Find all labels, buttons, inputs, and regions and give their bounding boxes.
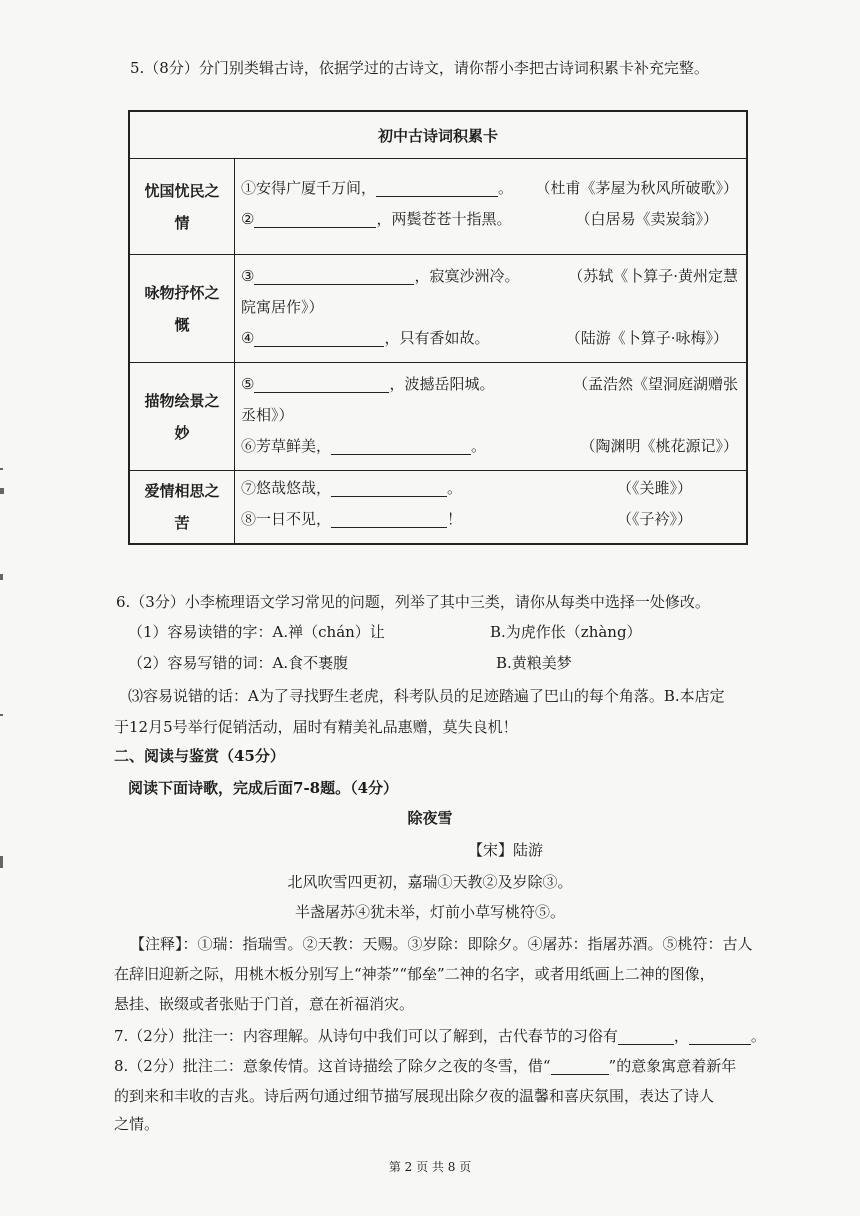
- q8-text: ”的意象寓意着新年: [608, 1057, 737, 1075]
- poem-author: 【宋】陆游: [468, 841, 544, 859]
- entries-cell: [235, 159, 748, 255]
- entry-text: ，寂寞沙洲冷。: [414, 267, 520, 285]
- category-label: 描物绘景之: [144, 391, 220, 410]
- scan-mark: [0, 714, 3, 716]
- entry-text: 。: [471, 437, 487, 455]
- answer-blank-2[interactable]: [254, 209, 376, 228]
- entry-text: 。: [498, 179, 514, 197]
- entry-text: ⑦悠哉悠哉，: [241, 479, 332, 497]
- entry-text: ，只有香如故。: [384, 329, 490, 347]
- category-cell: [129, 363, 235, 471]
- entry-text: ①安得广厦千万间，: [241, 179, 377, 197]
- entry-text: ②: [241, 210, 255, 228]
- q6-item1-b: B.为虎作伥（zhàng）: [490, 623, 642, 641]
- entries-cell: [235, 255, 748, 363]
- entry-source: （《子衿》）: [616, 510, 692, 528]
- entry-row: [241, 369, 738, 400]
- q6-item1-a: （1）容易读错的字：A.禅（chán）让: [128, 623, 385, 641]
- entry-source: （陶渊明《桃花源记》）: [580, 437, 738, 455]
- entry-text: ！: [447, 510, 463, 528]
- entry-source-cont: 院寓居作》）: [241, 298, 324, 316]
- entry-source: （孟浩然《望洞庭湖赠张: [572, 375, 738, 393]
- q7-text: 7.（2分）批注一：内容理解。从诗句中我们可以了解到，古代春节的习俗有: [114, 1027, 618, 1045]
- scan-mark: [0, 488, 4, 494]
- poem-line-2: 半盏屠苏④犹未举，灯前小草写桃符⑤。: [294, 903, 565, 921]
- poem-title: 除夜雪: [407, 809, 453, 827]
- category-cell: [129, 471, 235, 545]
- q6-item3-line1: ⑶容易说错的话：A为了寻找野生老虎，科考队员的足迹踏遍了巴山的每个角落。B.本店定: [128, 687, 725, 705]
- entry-text: ，两鬓苍苍十指黑。: [376, 210, 512, 228]
- entry-text: ③: [241, 267, 255, 285]
- entry-source: （白居易《卖炭翁》）: [575, 210, 718, 228]
- scan-mark: [0, 574, 3, 580]
- entry-source: （陆游《卜算子·咏梅》）: [565, 329, 728, 347]
- entry-row: [241, 261, 738, 292]
- entry-text: ⑤: [241, 375, 255, 393]
- entry-row: [241, 173, 738, 204]
- category-label: 妙: [174, 423, 190, 442]
- category-label: 咏物抒怀之: [144, 283, 220, 302]
- answer-blank-3[interactable]: [254, 266, 414, 285]
- q7-blank-1[interactable]: [618, 1026, 674, 1045]
- entry-source: （苏轼《卜算子·黄州定慧: [568, 267, 738, 285]
- notes-line-1: 【注释】：①瑞：指瑞雪。②天教：天赐。③岁除：即除夕。④屠苏：指屠苏酒。⑤桃符：古人: [130, 935, 753, 953]
- q6-item2-b: B.黄粮美梦: [496, 654, 572, 672]
- entry-text: ⑧一日不见，: [241, 510, 332, 528]
- q5-heading: 5.（8分）分门别类辑古诗，依据学过的古诗文，请你帮小李把古诗词积累卡补充完整。: [130, 59, 709, 77]
- answer-blank-6[interactable]: [331, 436, 471, 455]
- category-label: 慨: [174, 315, 190, 334]
- entry-text: ⑥芳草鲜美，: [241, 437, 332, 455]
- entry-row: [241, 473, 738, 504]
- category-cell: [129, 255, 235, 363]
- q8-line-1: [114, 1056, 736, 1076]
- entry-source: （《关雎》）: [616, 479, 692, 497]
- q8-blank-1[interactable]: [551, 1056, 609, 1075]
- entry-text: 。: [447, 479, 463, 497]
- q8-text: 8.（2分）批注二：意象传情。这首诗描绘了除夕之夜的冬雪，借“: [114, 1057, 551, 1075]
- q6-item2-a: （2）容易写错的词：A.食不裹腹: [128, 654, 349, 672]
- q7-end: 。: [750, 1027, 766, 1045]
- poem-line-1: 北风吹雪四更初，嘉瑞①天教②及岁除③。: [287, 873, 573, 891]
- answer-blank-5[interactable]: [254, 374, 389, 393]
- answer-blank-8[interactable]: [331, 509, 447, 528]
- category-label: 忧国忧民之: [144, 181, 220, 200]
- q7-line: [114, 1026, 766, 1046]
- poetry-accumulation-card: [128, 110, 748, 545]
- entries-cell: [235, 363, 748, 471]
- entry-text: ④: [241, 329, 255, 347]
- entries-cell: [235, 471, 748, 545]
- page-footer: 第 2 页 共 8 页: [388, 1160, 472, 1174]
- answer-blank-7[interactable]: [331, 478, 447, 497]
- answer-blank-1[interactable]: [376, 178, 498, 197]
- category-cell: [129, 159, 235, 255]
- q6-item3-line2: 于12月5号举行促销活动，届时有精美礼品惠赠，莫失良机！: [114, 718, 518, 736]
- entry-row: [241, 431, 738, 462]
- q6-heading: 6.（3分）小李梳理语文学习常见的问题，列举了其中三类，请你从每类中选择一处修改。: [116, 593, 710, 611]
- entry-row: [241, 204, 738, 235]
- q7-sep: ，: [673, 1027, 689, 1045]
- notes-line-2: 在辞旧迎新之际，用桃木板分别写上“神荼”“郁垒”二神的名字，或者用纸画上二神的图像，: [114, 965, 715, 983]
- q8-line-3: 之情。: [114, 1115, 160, 1133]
- notes-line-3: 悬挂、嵌缀或者张贴于门首，意在祈福消灾。: [114, 995, 415, 1013]
- category-label: 情: [174, 213, 190, 232]
- q7-blank-2[interactable]: [689, 1026, 751, 1045]
- section-heading: 二、阅读与鉴赏（45分）: [114, 747, 285, 765]
- scan-mark: [0, 468, 3, 470]
- entry-text: ，波撼岳阳城。: [389, 375, 495, 393]
- q8-line-2: 的到来和丰收的吉兆。诗后两句通过细节描写展现出除夕夜的温馨和喜庆氛围，表达了诗人: [114, 1087, 715, 1105]
- answer-blank-4[interactable]: [254, 328, 384, 347]
- entry-source: （杜甫《茅屋为秋风所破歌》）: [535, 179, 738, 197]
- section-intro: 阅读下面诗歌，完成后面7-8题。（4分）: [128, 779, 399, 797]
- card-title: 初中古诗词积累卡: [129, 111, 747, 159]
- category-label: 苦: [174, 514, 190, 532]
- category-label: 爱情相思之: [144, 482, 220, 500]
- entry-row: [241, 504, 738, 535]
- scan-mark: [0, 856, 3, 868]
- entry-source-cont: 丞相》）: [241, 406, 294, 424]
- entry-row: [241, 323, 738, 354]
